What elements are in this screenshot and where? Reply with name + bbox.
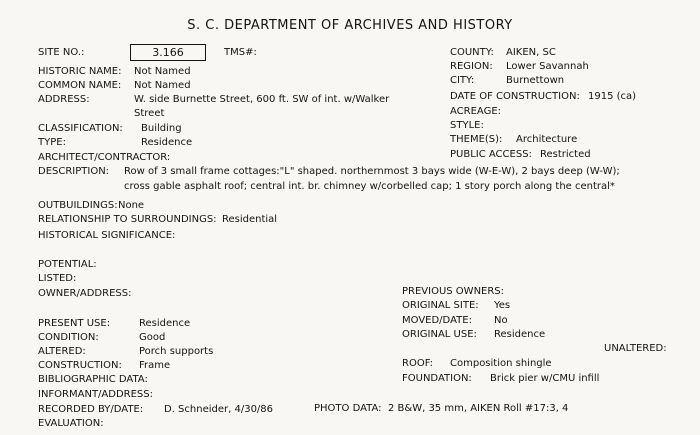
historic-name-value: Not Named xyxy=(134,66,191,77)
city-value: Burnettown xyxy=(506,75,565,86)
classification-label: CLASSIFICATION: xyxy=(38,123,123,134)
classification-value: Building xyxy=(141,123,182,134)
tms-label: TMS#: xyxy=(224,47,257,58)
acreage-label: ACREAGE: xyxy=(450,106,502,117)
date-construction-value: 1915 (ca) xyxy=(588,91,637,102)
moved-date-value: No xyxy=(494,315,508,326)
public-access-label: PUBLIC ACCESS: xyxy=(450,149,532,160)
condition-label: CONDITION: xyxy=(38,332,99,343)
region-value: Lower Savannah xyxy=(506,61,589,72)
roof-label: ROOF: xyxy=(402,358,434,369)
document-title: S. C. DEPARTMENT OF ARCHIVES AND HISTORY xyxy=(187,18,513,33)
region-label: REGION: xyxy=(450,61,493,72)
description-line1: Row of 3 small frame cottages:"L" shaped. northernmost 3 bays wide (W-E-W), 2 bays deep (W-W); xyxy=(124,166,620,177)
historic-name-label: HISTORIC NAME: xyxy=(38,66,122,77)
architect-label: ARCHITECT/CONTRACTOR: xyxy=(38,152,171,163)
site-no-value: 3.166 xyxy=(130,44,206,61)
date-construction-label: DATE OF CONSTRUCTION: xyxy=(450,91,580,102)
relationship-label: RELATIONSHIP TO SURROUNDINGS: xyxy=(38,214,217,225)
unaltered-label: UNALTERED: xyxy=(604,343,667,354)
photo-data-label: PHOTO DATA: xyxy=(314,403,382,414)
original-site-value: Yes xyxy=(494,300,511,311)
recorded-value: D. Schneider, 4/30/86 xyxy=(164,404,274,415)
bibliographic-label: BIBLIOGRAPHIC DATA: xyxy=(38,374,148,385)
present-use-value: Residence xyxy=(139,318,191,329)
evaluation-label: EVALUATION: xyxy=(38,418,104,429)
foundation-label: FOUNDATION: xyxy=(402,373,472,384)
common-name-value: Not Named xyxy=(134,80,191,91)
city-label: CITY: xyxy=(450,75,475,86)
recorded-label: RECORDED BY/DATE: xyxy=(38,404,144,415)
potential-label: POTENTIAL: xyxy=(38,259,97,270)
style-label: STYLE: xyxy=(450,120,484,131)
address-line1: W. side Burnette Street, 600 ft. SW of int. w/Walker xyxy=(134,94,390,105)
common-name-label: COMMON NAME: xyxy=(38,80,122,91)
type-label: TYPE: xyxy=(38,137,66,148)
address-line2: Street xyxy=(134,108,165,119)
site-no-label: SITE NO.: xyxy=(38,47,85,58)
themes-label: THEME(S): xyxy=(450,134,503,145)
altered-value: Porch supports xyxy=(139,346,214,357)
previous-owners-label: PREVIOUS OWNERS: xyxy=(402,286,505,297)
description-label: DESCRIPTION: xyxy=(38,166,110,177)
county-label: COUNTY: xyxy=(450,47,494,58)
outbuildings-label: OUTBUILDINGS: xyxy=(38,200,118,211)
type-value: Residence xyxy=(141,137,193,148)
construction-value: Frame xyxy=(139,360,171,371)
present-use-label: PRESENT USE: xyxy=(38,318,111,329)
themes-value: Architecture xyxy=(516,134,578,145)
original-use-value: Residence xyxy=(494,329,546,340)
informant-label: INFORMANT/ADDRESS: xyxy=(38,389,153,400)
original-site-label: ORIGINAL SITE: xyxy=(402,300,479,311)
description-line2: cross gable asphalt roof; central int. br. chimney w/corbelled cap; 1 story porch along the central* xyxy=(124,181,615,192)
photo-data-value: 2 B&W, 35 mm, AIKEN Roll #17:3, 4 xyxy=(388,403,569,414)
listed-label: LISTED: xyxy=(38,273,77,284)
outbuildings-value: None xyxy=(118,200,145,211)
roof-value: Composition shingle xyxy=(450,358,552,369)
construction-label: CONSTRUCTION: xyxy=(38,360,122,371)
foundation-value: Brick pier w/CMU infill xyxy=(490,373,600,384)
altered-label: ALTERED: xyxy=(38,346,86,357)
relationship-value: Residential xyxy=(222,214,278,225)
historical-significance-label: HISTORICAL SIGNIFICANCE: xyxy=(38,230,176,241)
condition-value: Good xyxy=(139,332,166,343)
address-label: ADDRESS: xyxy=(38,94,90,105)
county-value: AIKEN, SC xyxy=(506,47,556,58)
owner-address-label: OWNER/ADDRESS: xyxy=(38,288,132,299)
original-use-label: ORIGINAL USE: xyxy=(402,329,477,340)
public-access-value: Restricted xyxy=(540,149,591,160)
moved-date-label: MOVED/DATE: xyxy=(402,315,472,326)
